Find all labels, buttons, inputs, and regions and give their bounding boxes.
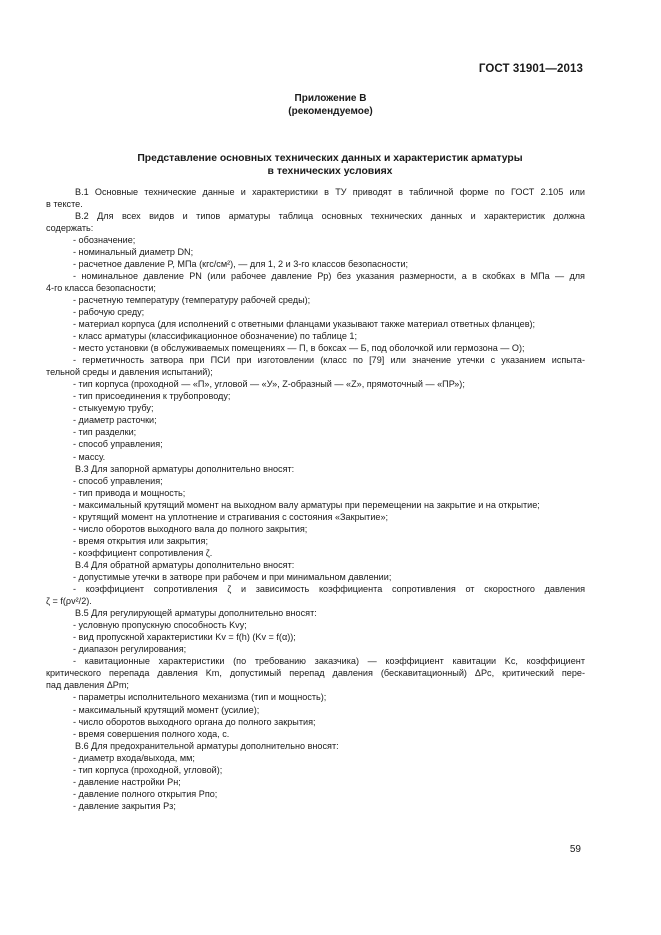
text-line: В.2 Для всех видов и типов арматуры таблица основных технических данных и характеристик должна [75, 210, 585, 221]
list-item: - материал корпуса (для исполнений с ответными фланцами указывают также материал ответных фланцев); [73, 319, 536, 330]
text-line: тельной среды и давления испытаний); [46, 367, 213, 378]
clause-heading: В.3 Для запорной арматуры дополнительно вносят: [75, 463, 295, 474]
clause-heading: В.6 Для предохранительной арматуры дополнительно вносят: [75, 740, 339, 751]
appendix-heading [0, 92, 661, 118]
list-item: - давление полного открытия Pпо; [73, 788, 218, 799]
list-item: - тип привода и мощность; [73, 487, 186, 498]
standard-code: ГОСТ 31901—2013 [478, 63, 583, 75]
text-line: содержать: [46, 222, 94, 233]
appendix-subtitle: (рекомендуемое) [288, 106, 373, 117]
section-title [90, 152, 570, 178]
list-item: - параметры исполнительного механизма (тип и мощность); [73, 692, 327, 703]
list-item: - крутящий момент на уплотнение и страгивания с состояния «Закрытие»; [73, 511, 389, 522]
list-item: - массу. [73, 451, 106, 462]
text-line: ζ = f(ρv²/2). [46, 596, 92, 607]
list-item: - место установки (в обслуживаемых помещениях — П, в боксах — Б, под оболочкой или гермозона — О); [73, 343, 525, 354]
list-item: - способ управления; [73, 475, 163, 486]
list-item: - коэффициент сопротивления ζ. [73, 547, 213, 558]
text-line: В.1 Основные технические данные и характеристики в ТУ приводят в табличной форме по ГОСТ 2.105 или [75, 186, 585, 197]
body-text [46, 186, 585, 812]
list-item: - герметичность затвора при ПСИ при изготовлении (класс по [79] или значение утечки с указанием испыта- [73, 355, 585, 366]
list-item: - давление настройки Pн; [73, 776, 181, 787]
list-item: - тип разделки; [73, 427, 137, 438]
text-line: критического перепада давления Km, допустимый перепад давления (бескавитационный) ΔPc, критический пере- [46, 668, 585, 679]
text-line: 4-го класса безопасности; [46, 282, 156, 293]
clause-heading: В.4 Для обратной арматуры дополнительно вносят: [75, 559, 295, 570]
list-item: - тип присоединения к трубопроводу; [73, 391, 231, 402]
list-item: - давление закрытия Pз; [73, 800, 176, 811]
list-item: - класс арматуры (классификационное обозначение) по таблице 1; [73, 331, 358, 342]
list-item: - кавитационные характеристики (по требованию заказчика) — коэффициент кавитации Kc, коэффициент [73, 656, 585, 667]
list-item: - вид пропускной характеристики Kv = f(h) (Kv = f(α)); [73, 632, 296, 643]
list-item: - рабочую среду; [73, 306, 145, 317]
clause-heading: В.5 Для регулирующей арматуры дополнительно вносят: [75, 608, 317, 619]
list-item: - допустимые утечки в затворе при рабочем и при минимальном давлении; [73, 572, 392, 582]
text-line: пад давления ΔPm; [46, 680, 129, 691]
list-item: - расчетное давление P, МПа (кгс/см²), — для 1, 2 и 3-го классов безопасности; [73, 258, 409, 269]
list-item: - максимальный крутящий момент на выходном валу арматуры при перемещении на закрытие и на открытие; [73, 499, 540, 510]
list-item: - время совершения полного хода, с. [73, 728, 230, 739]
page-number: 59 [569, 844, 581, 855]
list-item: - номинальный диаметр DN; [73, 246, 194, 257]
list-item: - тип корпуса (проходной, угловой); [73, 764, 223, 775]
text-line: в тексте. [46, 198, 83, 209]
appendix-title: Приложение В [294, 93, 367, 104]
list-item: - способ управления; [73, 439, 163, 450]
list-item: - обозначение; [73, 234, 136, 245]
list-item: - число оборотов выходного органа до полного закрытия; [73, 716, 316, 727]
list-item: - число оборотов выходного вала до полного закрытия; [73, 523, 308, 534]
section-title-line: в технических условиях [267, 166, 393, 177]
list-item: - время открытия или закрытия; [73, 535, 208, 546]
list-item: - диаметр расточки; [73, 415, 157, 426]
section-title-line: Представление основных технических данных и характеристик арматуры [137, 153, 523, 164]
list-item: - тип корпуса (проходной — «П», угловой — «У», Z-образный — «Z», прямоточный — «ПР»); [73, 379, 465, 390]
list-item: - расчетную температуру (температуру рабочей среды); [73, 294, 311, 305]
list-item: - номинальное давление PN (или рабочее давление Pр) без указания размерности, а в скобках в МПа — для [73, 270, 585, 281]
list-item: - условную пропускную способность Kvy; [73, 620, 247, 631]
list-item: - диаметр входа/выхода, мм; [73, 752, 195, 763]
list-item: - максимальный крутящий момент (усилие); [73, 704, 260, 715]
list-item: - коэффициент сопротивления ζ и зависимость коэффициента сопротивления от скоростного давления [73, 584, 585, 595]
list-item: - стыкуемую трубу; [73, 403, 154, 414]
list-item: - диапазон регулирования; [73, 644, 187, 655]
